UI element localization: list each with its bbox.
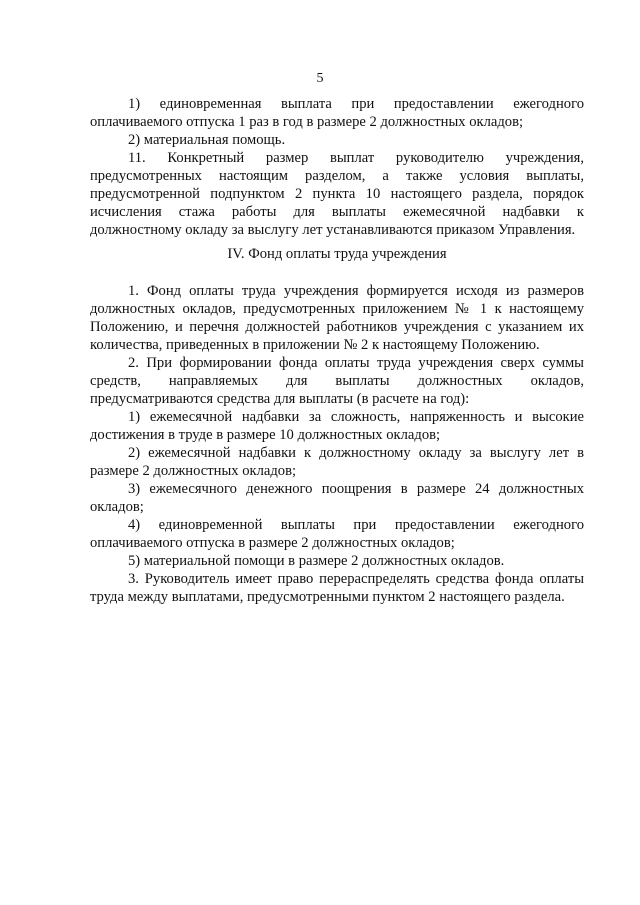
paragraph: 3. Руководитель имеет право перераспределять средства фонда оплаты труда между выплатами, предусмотренными пунктом 2 настоящего раздела. xyxy=(90,571,584,605)
paragraph: 1. Фонд оплаты труда учреждения формируется исходя из размеров должностных окладов, предусмотренных приложением № 1 к настоящему Положению, и перечня должностей работников учреждения с указанием их количества, приведенных в приложении № 2 к настоящему Положению. xyxy=(90,283,584,353)
paragraph: 11. Конкретный размер выплат руководителю учреждения, предусмотренных настоящим разделом, а также условия выплаты, предусмотренной подпунктом 2 пункта 10 настоящего раздела, порядок исчисления стажа работы для выплаты ежемесячной надбавки к должностному окладу за выслугу лет устанавливаются приказом Управления. xyxy=(90,150,584,238)
paragraph: 1) ежемесячной надбавки за сложность, напряженность и высокие достижения в труде в размере 10 должностных окладов; xyxy=(90,409,584,443)
section-text-block xyxy=(90,282,584,606)
top-text-block xyxy=(90,95,584,239)
paragraph: 2. При формировании фонда оплаты труда учреждения сверх суммы средств, направляемых для выплаты должностных окладов, предусматриваются средства для выплаты (в расчете на год): xyxy=(90,355,584,407)
paragraph: 3) ежемесячного денежного поощрения в размере 24 должностных окладов; xyxy=(90,481,584,515)
section-heading: IV. Фонд оплаты труда учреждения xyxy=(227,246,447,262)
paragraph: 1) единовременная выплата при предоставлении ежегодного оплачиваемого отпуска 1 раз в год в размере 2 должностных окладов; xyxy=(90,96,584,130)
page-number: 5 xyxy=(316,71,324,86)
paragraph: 2) материальная помощь. xyxy=(128,132,286,148)
paragraph: 2) ежемесячной надбавки к должностному окладу за выслугу лет в размере 2 должностных окладов; xyxy=(90,445,584,479)
paragraph: 5) материальной помощи в размере 2 должностных окладов. xyxy=(128,553,505,569)
paragraph: 4) единовременной выплаты при предоставлении ежегодного оплачиваемого отпуска в размере 2 должностных окладов; xyxy=(90,517,584,551)
